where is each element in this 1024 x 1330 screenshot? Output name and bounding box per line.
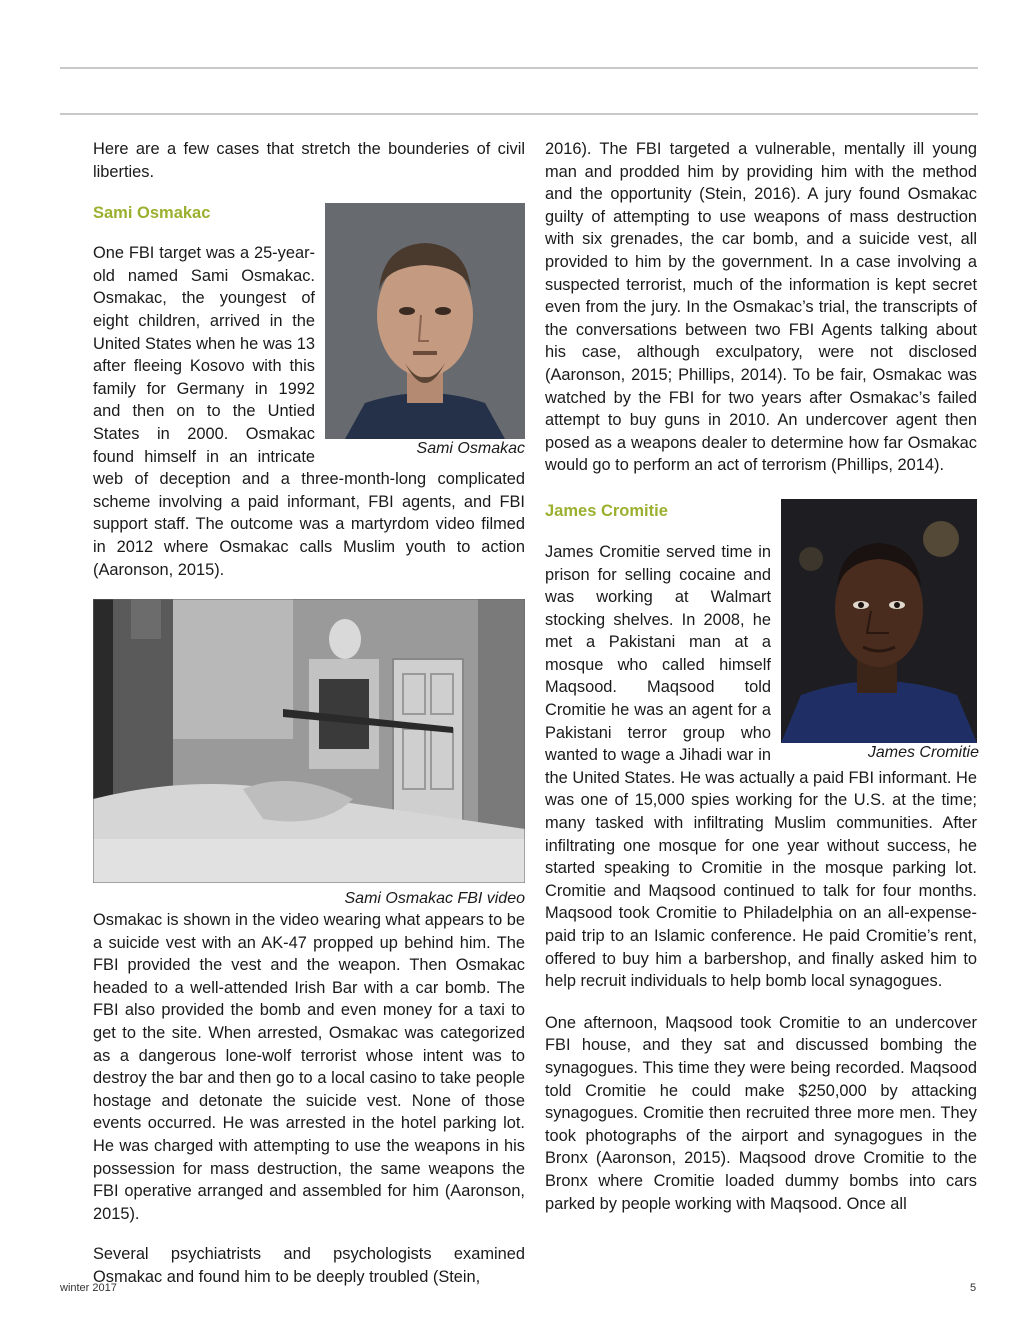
footer-page-number: 5 bbox=[970, 1282, 977, 1294]
header-rule-top bbox=[60, 67, 978, 69]
cromitie-photo-caption: James Cromitie bbox=[867, 743, 979, 761]
footer-issue: winter 2017 bbox=[60, 1282, 117, 1294]
sami-paragraph-3: Several psychiatrists and psychologists examined Osmakac and found him to be deeply troubled (Stein, bbox=[93, 1245, 525, 1286]
right-column bbox=[545, 138, 977, 1215]
sami-paragraph-2: Osmakac is shown in the video wearing what appears to be a suicide vest with an AK-47 propped up behind him. The FBI provided the vest and the weapon. Then Osmakac headed to a well-attended Irish Bar with a car bomb. The FBI also provided the bomb and even money for a taxi to get to the site. When arrested, Osmakac was categorized as a dangerous lone-wolf terrorist whose intent was to destroy the bar and then go to a local casino to take people hostage and detonate the suicide vest. None of those events occurred. He was arrested in the hotel parking lot. He was charged with attempting to use the weapons in his possession for mass destruction, the same weapons the FBI operative arranged and assembled for him (Aaronson, 2015). bbox=[93, 911, 525, 1223]
sami-osmakac-photo bbox=[325, 203, 525, 439]
osmakac-continued-paragraph: 2016). The FBI targeted a vulnerable, mentally ill young man and prodded him by providing him with the method and the opportunity (Stein, 2016). A jury found Osmakac guilty of attempting to use weapons of mass destruction with six grenades, the car bomb, and a suicide vest, all provided to him by the government. In a case involving a suspected terrorist, much of the information is kept secret even from the jury. In the Osmakac’s trial, the transcripts of the conversations between two FBI Agents talking about his case, although exculpatory, were not disclosed (Aaronson, 2015; Phillips, 2014). To be fair, Osmakac was watched by the FBI for two years after Osmakac’s failed attempt to buy guns in 2010. An undercover agent then posed as a weapons dealer to determine how far Osmakac would go to perform an act of terrorism (Phillips, 2014). bbox=[545, 140, 977, 475]
fbi-video-still bbox=[93, 599, 525, 883]
intro-paragraph: Here are a few cases that stretch the bounderies of civil liberties. bbox=[93, 140, 525, 181]
section-heading-sami-osmakac: Sami Osmakac bbox=[93, 204, 211, 223]
sami-photo-figure bbox=[325, 203, 525, 459]
fbi-video-figure bbox=[93, 599, 525, 909]
cromitie-paragraph-1: James Cromitie served time in prison for selling cocaine and was working at Walmart stocking shelves. In 2008, he met a Pakistani man at a mosque who called himself Maqsood. Maqsood told Cromitie he was an agent for a Pakistani terror group who wanted to wage a Jihadi war in the United States. He was actually a paid FBI informant. He was one of 15,000 spies working for the U.S. at the time; many tasked with infiltrating Muslim communities. After infiltrating one mosque for one year without success, he started speaking to Cromitie in the mosque parking lot. Cromitie and Maqsood continued to talk for four months. Maqsood took Cromitie to Philadelphia on an all-expense-paid trip to an Islamic conference. He paid Cromitie’s rent, offered to buy him a barbershop, and finally asked him to help recruit individuals to help bomb local synagogues. bbox=[545, 542, 977, 991]
header-rule-bottom bbox=[60, 113, 978, 115]
sami-photo-caption: Sami Osmakac bbox=[416, 440, 525, 458]
cromitie-photo-figure bbox=[781, 499, 977, 763]
sami-paragraph-1: One FBI target was a 25-year-old named Sami Osmakac. Osmakac, the youngest of eight children, arrived in the United States when he was 13 after fleeing Kosovo with this family for Germany in 1992 and then on to the Untied States in 2000. Osmakac found himself in an intricate web of deception and a three-month-long complicated scheme involving a paid informant, FBI agents, and FBI support staff. The outcome was a martyrdom video filmed in 2012 where Osmakac calls Muslim youth to action (Aaronson, 2015). bbox=[93, 244, 525, 579]
section-heading-james-cromitie: James Cromitie bbox=[545, 501, 668, 520]
cromitie-paragraph-2: One afternoon, Maqsood took Cromitie to an undercover FBI house, and they sat and discussed bombing the synagogues. This time they were being recorded. Maqsood told Cromitie he could make $250,000 by attacking synagogues. Cromitie then recruited three more men. They took photographs of the airport and synagogues in the Bronx (Aaronson, 2015). Maqsood drove Cromitie to the Bronx where Cromitie loaded dummy bombs into cars parked by people working with Maqsood. Once all bbox=[545, 1013, 977, 1213]
james-cromitie-photo bbox=[781, 499, 977, 743]
left-column bbox=[93, 138, 525, 1289]
fbi-video-caption: Sami Osmakac FBI video bbox=[344, 890, 525, 908]
